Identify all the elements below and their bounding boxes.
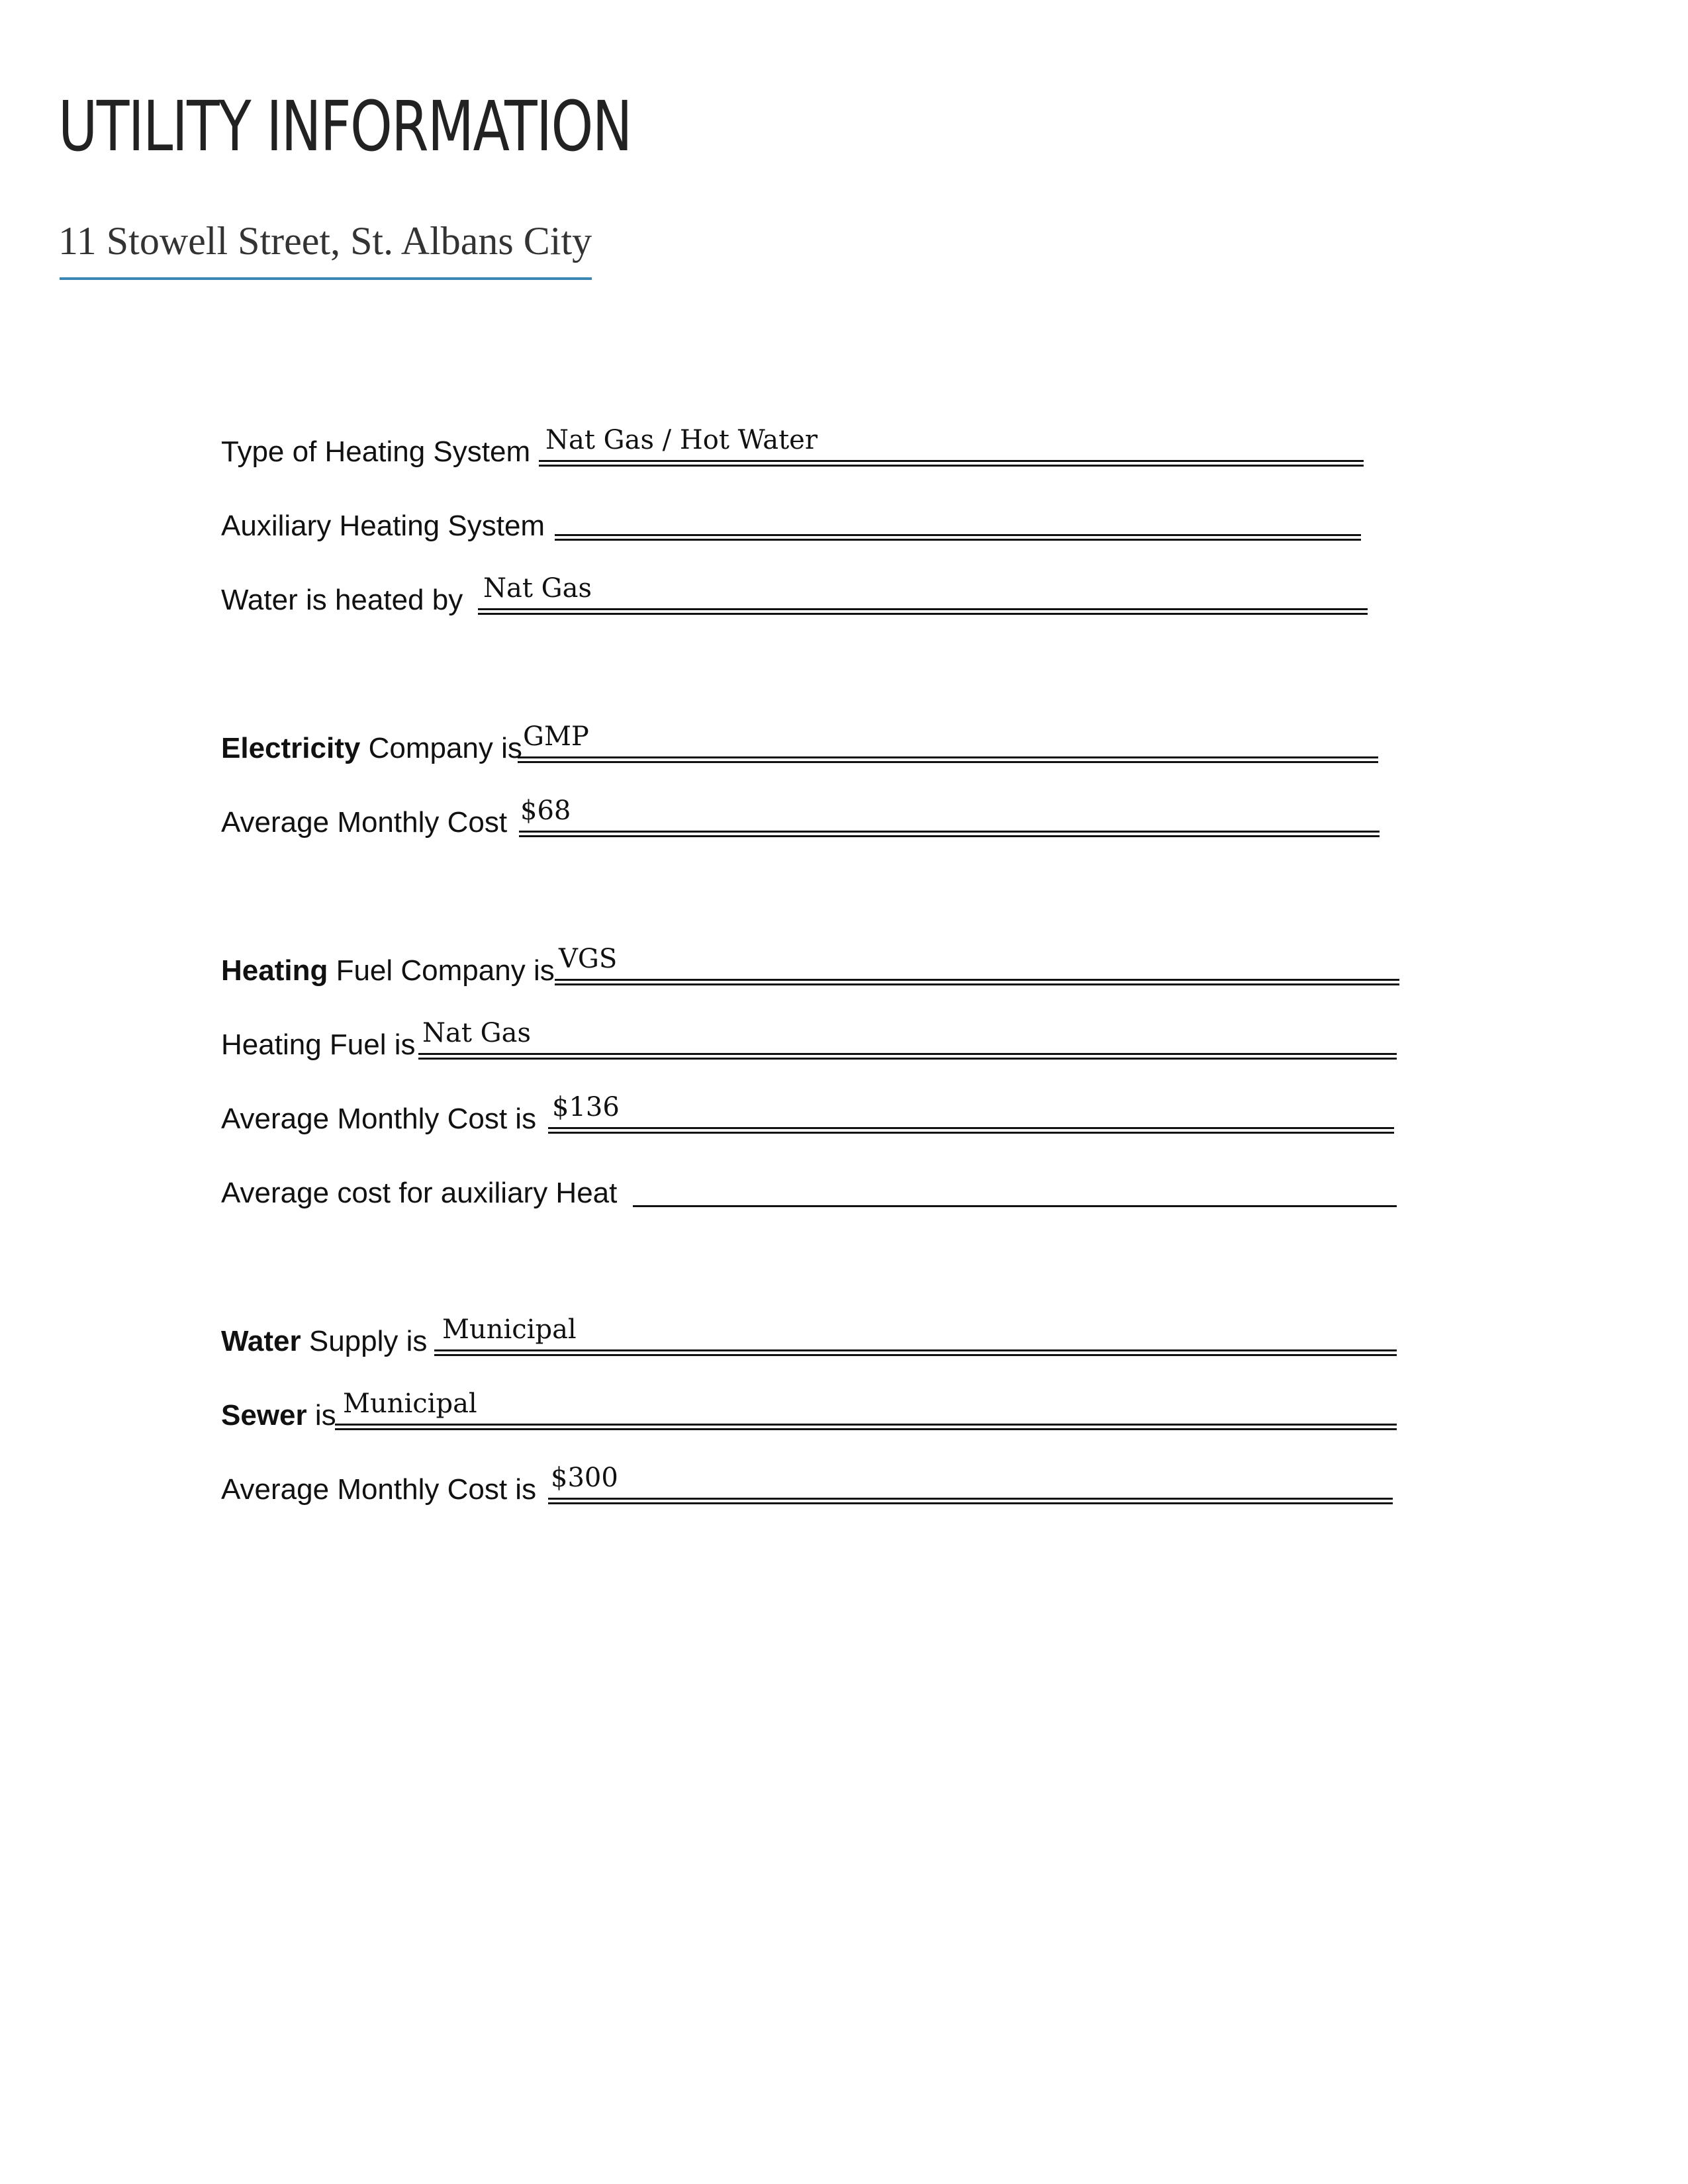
field-label xyxy=(221,1327,427,1356)
field-value[interactable]: Nat Gas xyxy=(483,573,592,604)
field-label: Type of Heating System xyxy=(221,435,531,468)
field-value[interactable]: Nat Gas / Hot Water xyxy=(545,425,818,455)
field-label: Average Monthly Cost is xyxy=(221,1473,537,1506)
field-label-bold: Heating xyxy=(221,954,328,987)
field-underline xyxy=(539,460,1364,467)
field-value[interactable]: GMP xyxy=(523,721,589,752)
field-water-heated-by xyxy=(221,575,1380,615)
field-underline xyxy=(633,1205,1397,1208)
field-value[interactable]: Municipal xyxy=(343,1388,477,1419)
field-value[interactable]: Municipal xyxy=(442,1314,577,1345)
field-water-supply xyxy=(221,1316,1413,1356)
property-address: 11 Stowell Street, St. Albans City xyxy=(58,219,592,263)
page-title: UTILITY INFORMATION xyxy=(58,86,632,167)
field-value[interactable]: $68 xyxy=(520,796,571,826)
field-value[interactable]: $136 xyxy=(552,1092,620,1122)
field-label-bold: Electricity xyxy=(221,732,361,764)
field-value[interactable]: Nat Gas xyxy=(422,1018,531,1048)
field-label: Average cost for auxiliary Heat xyxy=(221,1177,618,1209)
field-heating-fuel xyxy=(221,1020,1413,1060)
field-underline xyxy=(434,1349,1397,1356)
field-underline xyxy=(555,979,1399,985)
field-label xyxy=(221,734,522,763)
field-electricity-monthly-cost xyxy=(221,797,1380,837)
field-underline xyxy=(518,756,1378,763)
field-underline xyxy=(555,534,1361,541)
field-label xyxy=(221,956,555,985)
field-heating-monthly-cost xyxy=(221,1094,1413,1134)
field-underline xyxy=(519,831,1380,837)
field-heating-system xyxy=(221,427,1380,467)
field-value[interactable]: $300 xyxy=(551,1463,618,1493)
field-underline xyxy=(418,1053,1397,1060)
field-label: Water is heated by xyxy=(221,584,463,616)
field-label: Heating Fuel is xyxy=(221,1028,416,1061)
field-underline xyxy=(335,1424,1397,1430)
field-label-rest: is xyxy=(306,1399,336,1432)
field-label-bold: Sewer xyxy=(221,1399,307,1432)
field-label: Average Monthly Cost is xyxy=(221,1103,537,1135)
field-sewer xyxy=(221,1390,1413,1430)
field-water-monthly-cost xyxy=(221,1465,1413,1504)
field-auxiliary-heat-cost xyxy=(221,1168,1413,1208)
field-label: Auxiliary Heating System xyxy=(221,510,545,542)
field-underline xyxy=(548,1498,1393,1504)
field-electricity-company xyxy=(221,723,1380,763)
field-label-rest: Company is xyxy=(360,732,522,764)
field-underline xyxy=(478,608,1368,615)
field-label-rest: Fuel Company is xyxy=(328,954,555,987)
field-heating-fuel-company xyxy=(221,946,1413,985)
field-label-rest: Supply is xyxy=(301,1325,428,1357)
field-underline xyxy=(548,1127,1394,1134)
field-value[interactable]: VGS xyxy=(559,944,618,974)
field-label xyxy=(221,1401,336,1430)
field-auxiliary-heating-system xyxy=(221,501,1380,541)
field-label: Average Monthly Cost xyxy=(221,806,508,839)
field-label-bold: Water xyxy=(221,1325,301,1357)
subtitle-underline xyxy=(60,277,592,280)
